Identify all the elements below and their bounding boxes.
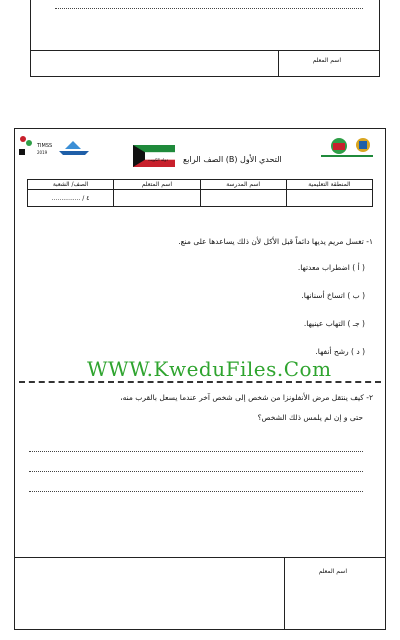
question-1-option-c[interactable] <box>304 319 365 328</box>
question-1-option-d[interactable] <box>315 347 365 356</box>
teacher-name-cell[interactable] <box>284 558 385 629</box>
student-info-table <box>27 179 373 207</box>
option-text: رشح أنفها. <box>315 347 349 356</box>
worksheet-title: التحدي الأول (B) الصف الرابع <box>183 155 282 164</box>
option-letter: ( د ) <box>351 347 365 356</box>
question-2-line-2: حتى و إن لم يلمس ذلك الشخص؟ <box>257 413 363 422</box>
class-value[interactable]: ٤ / ............... <box>28 190 114 207</box>
header-class: الصف/ الشعبة <box>28 180 114 190</box>
timss-year: 2019 <box>37 150 48 155</box>
question-1-text: ١- تغسل مريم يديها دائماً قبل الأكل لأن ذلك يساعدها على منع. <box>178 237 373 246</box>
question-separator <box>19 381 381 383</box>
answer-line <box>55 8 363 9</box>
timss-text: TIMSS <box>37 143 53 149</box>
header-student-name: اسم المتعلم <box>114 180 200 190</box>
timss-logo <box>17 133 91 161</box>
kuwait-flag-icon <box>133 145 175 167</box>
option-letter: ( جـ ) <box>347 319 365 328</box>
answer-line[interactable] <box>29 451 363 452</box>
option-text: التهاب عينيها. <box>303 319 346 328</box>
organization-logo-icon <box>57 137 91 157</box>
answer-line[interactable] <box>29 491 363 492</box>
option-letter: ( ب ) <box>347 291 365 300</box>
question-1-option-b[interactable] <box>301 291 365 300</box>
question-2-line-1: ٢- كيف ينتقل مرض الأنفلونزا من شخص إلى شخص آخر عندما يسعل بالقرب منه، <box>120 393 373 402</box>
flag-caption: دولة الكويت <box>148 157 168 162</box>
option-text: اضطراب معدتها. <box>297 263 350 272</box>
previous-page <box>30 0 380 77</box>
header-educational-area: المنطقة التعليمية <box>286 180 372 190</box>
school-name-value[interactable] <box>200 190 286 207</box>
answer-line[interactable] <box>29 471 363 472</box>
table-header-row <box>28 180 373 190</box>
worksheet-page <box>14 128 386 630</box>
teacher-name-cell <box>278 51 379 76</box>
teacher-name-label: اسم المعلم <box>312 57 341 64</box>
watermark-text: WWW.KweduFiles.Com <box>87 357 332 381</box>
timss-icon <box>17 133 37 157</box>
teacher-name-row <box>15 557 385 629</box>
ministry-logo-icon <box>319 133 375 161</box>
educational-area-value[interactable] <box>286 190 372 207</box>
student-name-value[interactable] <box>114 190 200 207</box>
option-text: اتساخ أسنانها. <box>301 291 345 300</box>
teacher-name-label: اسم المعلم <box>318 568 347 575</box>
teacher-name-row <box>31 50 379 76</box>
question-1-option-a[interactable] <box>298 263 365 272</box>
table-value-row <box>28 190 373 207</box>
option-letter: ( أ ) <box>352 263 365 272</box>
header-school-name: اسم المدرسة <box>200 180 286 190</box>
